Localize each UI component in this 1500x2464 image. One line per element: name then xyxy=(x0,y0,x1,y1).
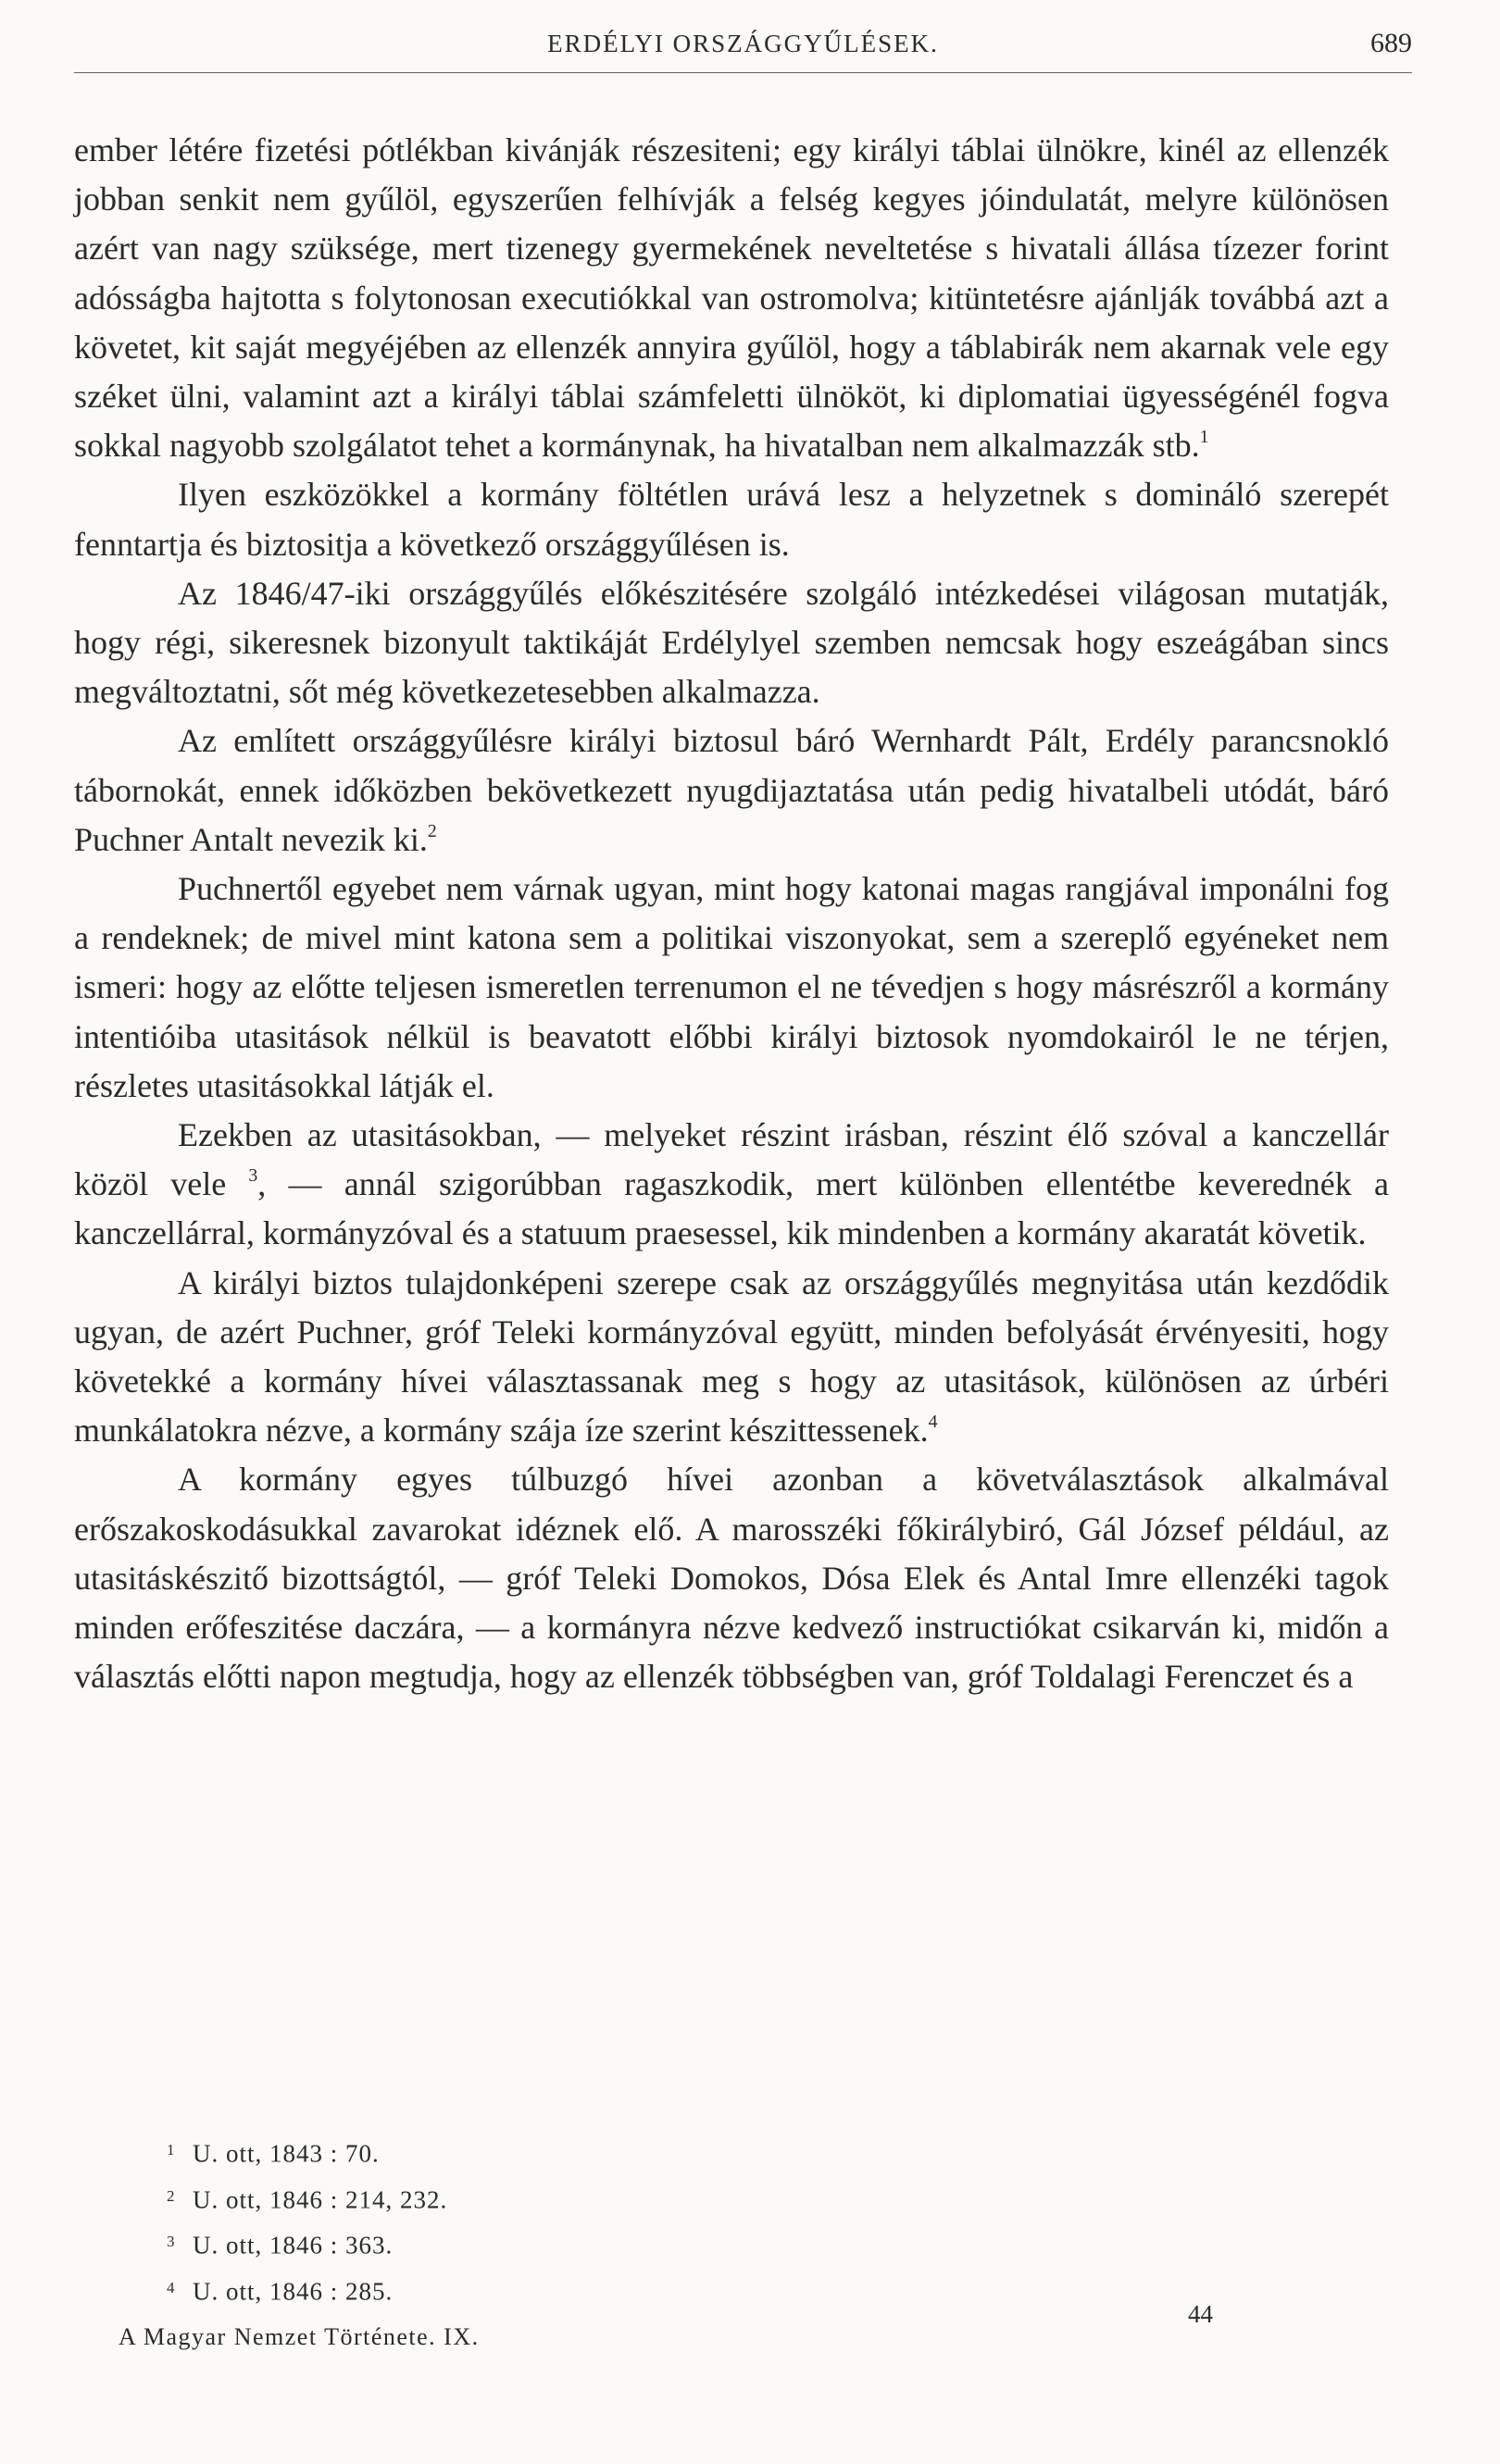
footnote-ref-2: 2 xyxy=(427,821,437,841)
footnote-ref-4: 4 xyxy=(928,1412,938,1433)
footnote: 1 U. ott, 1843 : 70. xyxy=(167,2139,380,2168)
paragraph-2: Ilyen eszközökkel a kormány föltétlen urává lesz a helyzetnek s domináló szerepét fenntartja és biztositja a következő országgyűlésen is. xyxy=(74,476,1389,563)
footnote-ref-1: 1 xyxy=(1199,427,1209,448)
footnotes xyxy=(167,2129,722,2313)
paragraph-4: Az említett országgyűlésre királyi biztosul báró Wernhardt Pált, Erdély parancsnokló tábornokát, ennek időközben bekövetkezett nyugdijaztatása után pedig hivatalbeli utódát, báró Puchner Antalt nevezik ki.$^2$ xyxy=(74,722,1389,858)
main-text xyxy=(74,126,1389,1702)
footnote-ref-3: 3 xyxy=(248,1165,258,1187)
footnote: 2 U. ott, 1846 : 214, 232. xyxy=(167,2185,448,2214)
running-title: ERDÉLYI ORSZÁGGYŰLÉSEK. xyxy=(547,30,939,57)
footnote: 4 U. ott, 1846 : 285. xyxy=(167,2277,394,2306)
paragraph-6: Ezekben az utasitásokban, — melyeket részint irásban, részint élő szóval a kanczellár közöl vele $^3$, — annál szigorúbban ragaszkodik, mert különben ellentétbe keverednék a kanczellárral, kormányzóval és a statuum praesessel, kik mindenben a kormány akaratát követik. xyxy=(74,1116,1389,1252)
page-number: 689 xyxy=(1370,28,1412,58)
paragraph-3: Az 1846/47-iki országgyűlés előkészitésére szolgáló intézkedései világosan mutatják, hogy régi, sikeresnek bizonyult taktikáját Erdélylyel szemben nemcsak hogy eszeágában sincs megváltoztatni, sőt még következetesebben alkalmazza. xyxy=(74,574,1389,711)
sheet-signature-number: 44 xyxy=(1188,2300,1213,2328)
paragraph-8: A kormány egyes túlbuzgó hívei azonban a követválasztások alkalmával erőszakoskodásukkal zavarokat idéznek elő. A marosszéki főkirálybiró, Gál József például, az utasitáskészitő bizottságtól, — gróf Teleki Domokos, Dósa Elek és Antal Imre ellenzéki tagok minden erőfeszitése daczára, — a kormányra nézve kedvező instructiókat csikarván ki, midőn a választás előtti napon megtudja, hogy az ellenzék többségben van, gróf Toldalagi Ferenczet és a xyxy=(74,1461,1389,1696)
paragraph-5: Puchnertől egyebet nem várnak ugyan, mint hogy katonai magas rangjával imponálni fog a rendeknek; de mivel mint katona sem a politikai viszonyokat, sem a szereplő egyéneket nem ismeri: hogy az előtte teljesen ismeretlen terrenumon el ne tévedjen s hogy másrészről a kormány intentióiba utasitások nélkül is beavatott előbbi királyi biztosok nyomdokairól le ne térjen, részletes utasitásokkal látják el. xyxy=(74,870,1389,1104)
paragraph-1: ember létére fizetési pótlékban kivánják részesiteni; egy királyi táblai ülnökre, kinél az ellenzék jobban senkit nem gyűlöl, egyszerűen felhívják a felség kegyes jóindulatát, melyre különösen azért van nagy szüksége, mert tizenegy gyermekének neveltetése s hivatali állása tízezer forint adósságba hajtotta s folytonosan executiókkal van ostromolva; kitüntetésre ajánlják továbbá azt a követet, kit saját megyéjében az ellenzék annyira gyűlöl, hogy a táblabirák nem akarnak vele egy széket ülni, valamint azt a királyi táblai számfeletti ülnököt, ki diplomatiai ügyességénél fogva sokkal nagyobb szolgálatot tehet a kormánynak, ha hivatalban nem alkalmazzák stb.$^1$ xyxy=(74,131,1389,465)
paragraph-7: A királyi biztos tulajdonképeni szerepe csak az országgyűlés megnyitása után kezdődik ugyan, de azért Puchner, gróf Teleki kormányzóval együtt, minden befolyását érvényesiti, hogy követekké a kormány hívei választassanak meg s hogy az utasitások, különösen az úrbéri munkálatokra nézve, a kormány szája íze szerint készittessenek.$^4$ xyxy=(74,1263,1389,1450)
footnote: 3 U. ott, 1846 : 363. xyxy=(167,2231,394,2259)
running-header xyxy=(74,28,1412,73)
book-imprint: A Magyar Nemzet Története. IX. xyxy=(119,2323,480,2350)
